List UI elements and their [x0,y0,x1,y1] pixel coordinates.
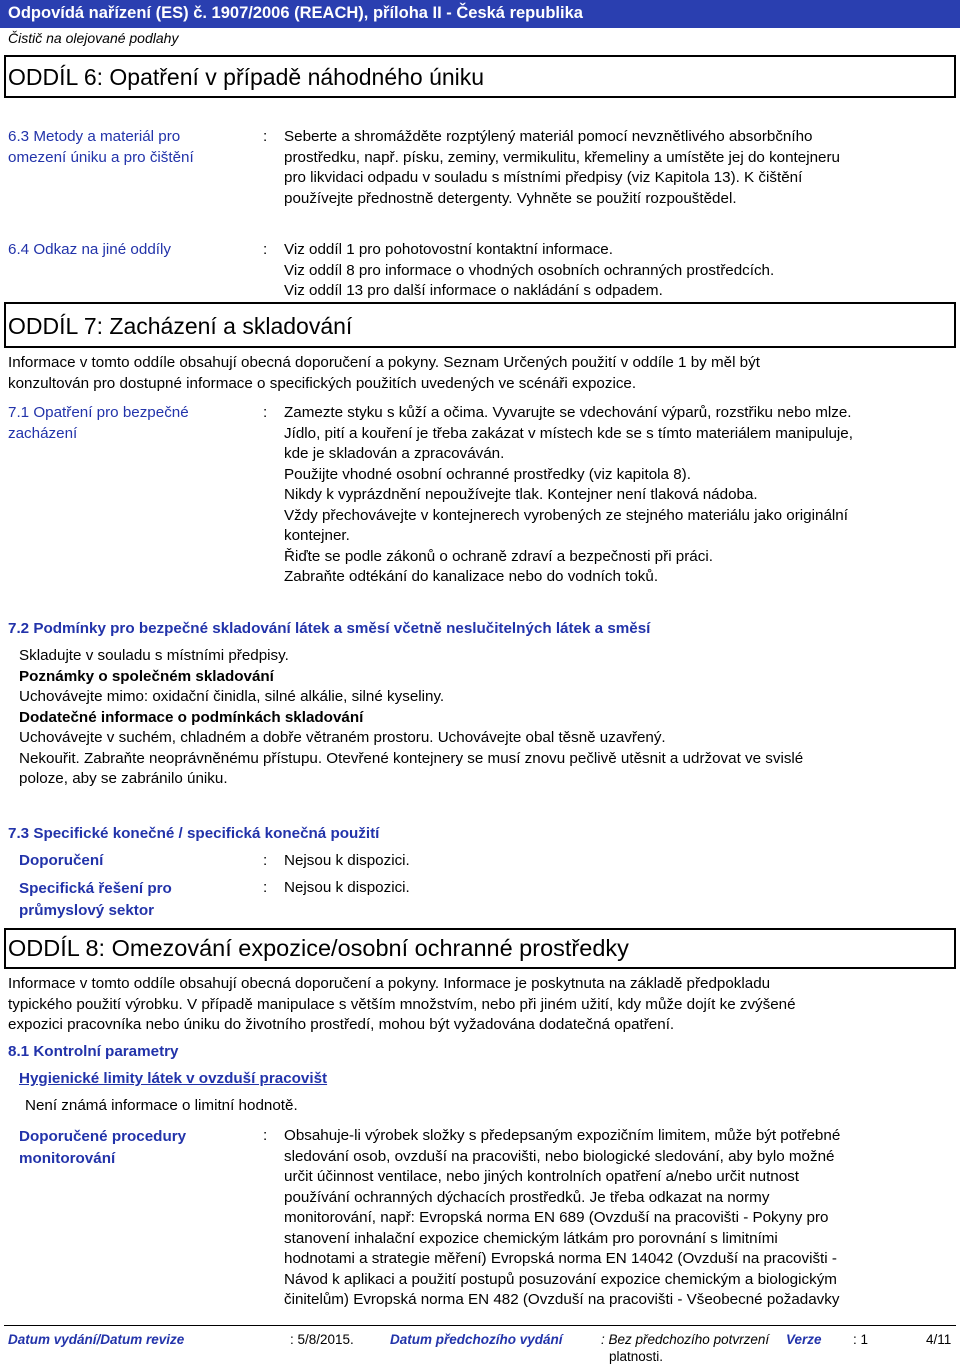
s63-text: Seberte a shromážděte rozptýlený materiál pomocí nevznětlivého absorbčního prostředku, např. písku, zeminy, vermikulitu, křemeliny a umístěte jej do kontejneru pro likvidaci odpadu v souladu s místními předpisy (viz Kapitola 13). K čištění používejte přednostně detergenty. Vyhněte se použití rozpouštědel. [284,128,840,207]
s81-mon-label: Doporučené procedury monitorování [19,1128,187,1167]
footer-issue-value: : 5/8/2015. [290,1332,354,1347]
footer-prev-label: Datum předchozího vydání [390,1332,563,1347]
footer-version-value: : 1 [853,1332,869,1347]
s71-colon: : [263,404,268,421]
regulation-title: Odpovídá nařízení (ES) č. 1907/2006 (REACH), příloha II - Česká republika [8,4,583,22]
footer-prev-value: : Bez předchozího potvrzení platnosti. [601,1332,770,1364]
s64-label: 6.4 Odkaz na jiné oddíly [8,241,171,258]
section-7-title: ODDÍL 7: Zacházení a skladování [8,313,353,339]
s72-heading: 7.2 Podmínky pro bezpečné skladování látek a směsí včetně neslučitelných látek a směsí [8,620,651,637]
footer-version-label: Verze [786,1332,822,1347]
s73-ind-value: Nejsou k dispozici. [284,879,410,896]
s63-label: 6.3 Metody a materiál pro omezení úniku a pro čištění [8,128,194,166]
s71-text: Zamezte styku s kůží a očima. Vyvarujte se vdechování výparů, rozstřiku nebo mlze. Jídlo, pití a kouření je třeba zakázat v místech kde se s tímto materiálem manipuluje, kde je skladován a zpracováván. Použijte vhodné osobní ochranné prostředky (viz kapitola 8). Nikdy k vyprázdnění nepoužívejte tlak. Kontejner není tlaková nádoba. Vždy přechovávejte v kontejnerech vyrobených ze stejného materiálu jako originální kontejner. Řiďte se podle zákonů o ochraně zdraví a bezpečnosti při práci. Zabraňte odtékání do kanalizace nebo do vodních toků. [284,404,853,585]
s73-ind-colon: : [263,879,268,896]
s63-colon: : [263,128,268,145]
footer-issue-label: Datum vydání/Datum revize [8,1332,185,1347]
s73-rec-colon: : [263,852,268,869]
s81-mon-text: Obsahuje-li výrobek složky s předepsaným expozičním limitem, může být potřebné sledování osob, ovzduší na pracovišti, nebo biologické sledování, aby bylo možné určit účinnost ventilace, nebo jiných kontrolních opatření a/nebo určit nutnost používání ochranných dýchacích prostředků. Je třeba odkazat na normy monitorování, např: Evropská norma EN 689 (Ovzduší na pracovišti - Pokyny pro stanovení inhalační expozice chemickým látkám pro porovnání s limitními hodnotami a strategie měření) Evropská norma EN 14042 (Ovzduší na pracovišti - Návod k aplikaci a použití postupů posuzování expozice chemickým a biologickým činitelům) Evropská norma EN 482 (Ovzduší na pracovišti - Všeobecné požadavky [284,1127,841,1308]
s72-body: Skladujte v souladu s místními předpisy. Poznámky o společném skladování Uchovávejte mimo: oxidační činidla, silné alkálie, silné kyseliny. Dodatečné informace o podmínkách skladování Uchovávejte v suchém, chladném a dobře větraném prostoru. Uchovávejte obal těsně uzavřený. Nekouřit. Zabraňte neoprávněnému přístupu. Otevřené kontejnery se musí znovu pečlivě utěsnit a udržovat ve svislé poloze, aby se zabránilo úniku. [19,646,954,790]
s72-notes-heading: Poznámky o společném skladování [19,667,274,685]
s71-label: 7.1 Opatření pro bezpečné zacházení [8,404,189,442]
footer-page-number: 4/11 [926,1332,952,1347]
s81-mon-colon: : [263,1127,268,1144]
section-6-title: ODDÍL 6: Opatření v případě náhodného úniku [8,64,485,90]
s73-heading: 7.3 Specifické konečné / specifická konečná použití [8,825,380,842]
s64-text: Viz oddíl 1 pro pohotovostní kontaktní informace. Viz oddíl 8 pro informace o vhodných osobních ochranných prostředcích. Viz oddíl 13 pro další informace o nakládání s odpadem. [284,241,775,299]
s72-extra-heading: Dodatečné informace o podmínkách skladování [19,708,364,726]
s73-ind-label: Specifická řešení pro průmyslový sektor [19,880,172,919]
footer-divider [4,1325,956,1326]
s81-hyg-text: Není známá informace o limitní hodnotě. [25,1097,298,1114]
s8-intro: Informace v tomto oddíle obsahují obecná doporučení a pokyny. Informace je poskytnuta na základě předpokladu typického použití výrobku. V případě manipulace s větším množstvím, nebo při jiném užití, kdy může dojít ke zvýšené expozici pracovníka nebo úniku do životního prostředí, mohou být vyžadována dodatečná opatření. [8,975,796,1033]
s73-rec-label: Doporučení [19,852,104,869]
s64-colon: : [263,241,268,258]
s81-heading: 8.1 Kontrolní parametry [8,1043,179,1060]
product-name: Čistič na olejované podlahy [8,30,179,46]
s7-intro: Informace v tomto oddíle obsahují obecná doporučení a pokyny. Seznam Určených použití v oddíle 1 by měl být konzultován pro dostupné informace o specifických použitích uvedených ve scénáři expozice. [8,354,760,392]
section-8-title: ODDÍL 8: Omezování expozice/osobní ochranné prostředky [8,935,629,961]
s73-rec-value: Nejsou k dispozici. [284,852,410,869]
s81-hyg-heading: Hygienické limity látek v ovzduší pracovišt [19,1070,328,1087]
